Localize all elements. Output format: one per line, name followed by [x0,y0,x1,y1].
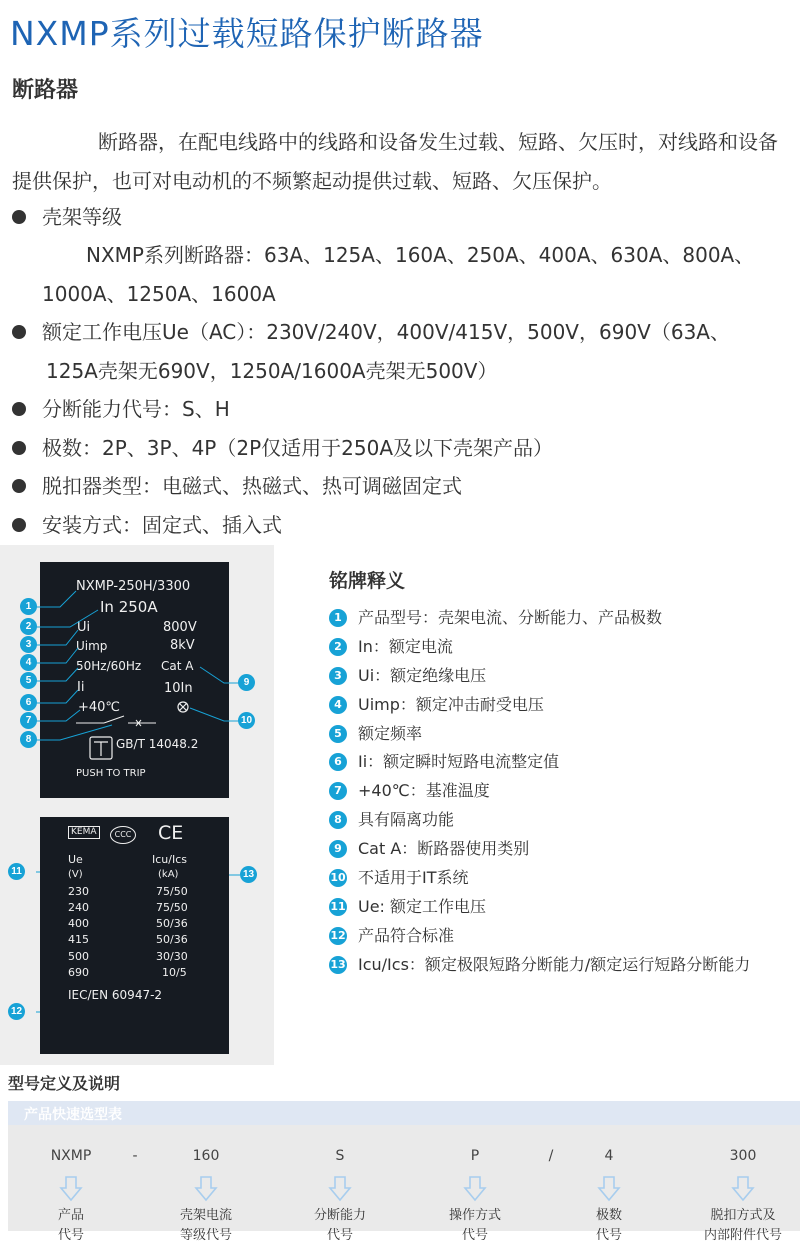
plate-ii: Ii [77,680,85,695]
ce-mark: CE [158,822,184,844]
legend-text: Ui：额定绝缘电压 [358,666,487,685]
callout-12: 12 [8,1003,25,1020]
legend-number: 5 [329,725,347,743]
label-line: 等级代号 [179,1228,232,1243]
label-breaking [300,1206,380,1246]
page-title: NXMP系列过载短路保护断路器 [10,14,484,53]
kema-logo: KEMA [68,826,100,839]
legend-title: 铭牌释义 [329,570,406,592]
label-line: 操作方式 [448,1208,501,1223]
legend-item [329,868,469,888]
table-unit-v: (V) [68,869,83,880]
quick-select-bar [8,1101,800,1125]
ccc-logo: CCC [110,826,136,844]
plate-category: Cat A [161,659,194,673]
label-line: 产品 [57,1208,84,1223]
legend-item [329,695,544,715]
legend-text: Icu/Ics：额定极限短路分断能力/额定运行短路分断能力 [358,955,751,974]
label-line: 代号 [57,1228,84,1243]
label-release [693,1206,793,1246]
legend-item [329,781,490,801]
label-line: 内部附件代号 [703,1228,782,1243]
table-cell-icu: 75/50 [156,885,188,898]
plate-standard-gb: GB/T 14048.2 [116,737,199,751]
label-frame [166,1206,246,1246]
code-frame: 160 [192,1148,220,1164]
table-cell-icu: 75/50 [156,901,188,914]
quick-select-title: 产品快速选型表 [24,1107,122,1123]
legend-item [329,724,422,744]
legend-text: Ii：额定瞬时短路电流整定值 [358,752,560,771]
callout-8: 8 [20,731,37,748]
legend-number: 13 [329,956,347,974]
legend-number: 11 [329,898,347,916]
legend-item [329,810,454,830]
legend-item [329,926,454,946]
plate-standard-iec: IEC/EN 60947-2 [68,988,163,1002]
down-arrow-icon [194,1176,218,1202]
table-cell-icu: 10/5 [162,966,187,979]
legend-text: 不适用于IT系统 [358,868,469,887]
label-line: 代号 [461,1228,488,1243]
section-subtitle: 断路器 [12,78,79,103]
legend-item [329,637,453,657]
bullet-breaking-text: 分断能力代号：S、H [42,397,230,421]
table-header-ue: Ue [68,853,83,866]
label-line: 壳架电流 [179,1208,232,1223]
table-cell-icu: 30/30 [156,950,188,963]
plate-ii-value: 10In [164,681,193,696]
label-line: 分断能力 [313,1208,366,1223]
bullet-poles-text: 极数：2P、3P、4P（2P仅适用于250A及以下壳架产品） [42,436,553,460]
frame-line-1: NXMP系列断路器：63A、125A、160A、250A、400A、630A、800A、 [86,243,755,267]
legend-text: 产品型号：壳架电流、分断能力、产品极数 [358,608,663,627]
legend-text: +40℃：基准温度 [358,781,490,800]
callout-4: 4 [20,654,37,671]
legend-number: 7 [329,782,347,800]
model-section-title: 型号定义及说明 [8,1074,121,1093]
plate-ui: Ui [77,620,91,635]
legend-number: 6 [329,753,347,771]
table-cell-ue: 240 [68,901,89,914]
down-arrow-icon [731,1176,755,1202]
table-cell-ue: 230 [68,885,89,898]
down-arrow-icon [59,1176,83,1202]
down-arrow-icon [597,1176,621,1202]
code-product: NXMP [50,1148,92,1164]
plate-model: NXMP-250H/3300 [76,579,191,594]
legend-number: 2 [329,638,347,656]
plate-in: In 250A [100,598,158,616]
code-poles: 4 [604,1148,614,1164]
isolation-symbol [76,716,156,726]
label-line: 代号 [326,1228,353,1243]
callout-5: 5 [20,672,37,689]
code-slash: / [548,1148,554,1164]
not-it-symbol [178,702,188,712]
label-line: 极数 [595,1208,622,1223]
legend-item [329,839,529,859]
legend-text: Cat A：断路器使用类别 [358,839,530,858]
voltage-line-2: 125A壳架无690V，1250A/1600A壳架无500V） [46,359,498,383]
plate-uimp: Uimp [76,639,108,653]
table-unit-ka: (kA) [158,869,179,880]
code-dash: - [132,1148,138,1164]
table-cell-ue: 415 [68,933,89,946]
callout-11: 11 [8,863,25,880]
legend-text: 产品符合标准 [358,926,455,945]
legend-number: 10 [329,869,347,887]
label-line: 脱扣方式及 [710,1208,776,1223]
intro-text: 断路器，在配电线路中的线路和设备发生过载、短路、欠压时，对线路和设备提供保护，也可对电动机的不频繁起动提供过载、短路、欠压保护。 [12,130,778,193]
callout-9: 9 [238,674,255,691]
legend-number: 12 [329,927,347,945]
plate-uimp-value: 8kV [170,638,195,653]
plate-ui-value: 800V [163,620,197,635]
legend-text: In：额定电流 [358,637,453,656]
down-arrow-icon [328,1176,352,1202]
legend-number: 8 [329,811,347,829]
quick-select-body [8,1125,800,1231]
legend-text: 具有隔离功能 [358,810,455,829]
test-button-icon [90,737,112,759]
legend-number: 3 [329,667,347,685]
bullet-frame-label: 壳架等级 [42,205,122,229]
table-cell-ue: 500 [68,950,89,963]
label-line: 代号 [595,1228,622,1243]
legend-number: 9 [329,840,347,858]
legend-number: 1 [329,609,347,627]
bullet-voltage-text: 额定工作电压Ue（AC）：230V/240V，400V/415V，500V，690V（63A、 [42,320,730,344]
callout-1: 1 [20,598,37,615]
bullet-release-text: 脱扣器类型：电磁式、热磁式、热可调磁固定式 [42,474,462,498]
plate-frequency: 50Hz/60Hz [76,659,142,673]
callout-3: 3 [20,636,37,653]
legend-item [329,608,662,628]
legend-item [329,752,559,772]
legend-item [329,955,750,975]
callout-10: 10 [238,712,255,729]
callout-6: 6 [20,694,37,711]
legend-item [329,897,486,917]
code-release: 300 [729,1148,757,1164]
label-operation [435,1206,515,1246]
callout-2: 2 [20,618,37,635]
legend-number: 4 [329,696,347,714]
legend-text: 额定频率 [358,724,423,743]
table-cell-icu: 50/36 [156,917,188,930]
table-cell-ue: 400 [68,917,89,930]
code-breaking: S [335,1148,345,1164]
bullet-install-text: 安装方式：固定式、插入式 [42,513,282,537]
table-cell-ue: 690 [68,966,89,979]
frame-line-2: 1000A、1250A、1600A [42,282,276,306]
plate-push-to-trip: PUSH TO TRIP [76,768,146,779]
label-poles [569,1206,649,1246]
legend-text: Uimp：额定冲击耐受电压 [358,695,544,714]
table-cell-icu: 50/36 [156,933,188,946]
legend-item [329,666,486,686]
down-arrow-icon [463,1176,487,1202]
table-header-icu: Icu/Ics [152,853,187,866]
label-product [46,1206,96,1246]
plate-temperature: +40℃ [78,700,121,715]
code-operation: P [470,1148,480,1164]
callout-7: 7 [20,712,37,729]
legend-text: Ue: 额定工作电压 [358,897,487,916]
callout-13: 13 [240,866,257,883]
